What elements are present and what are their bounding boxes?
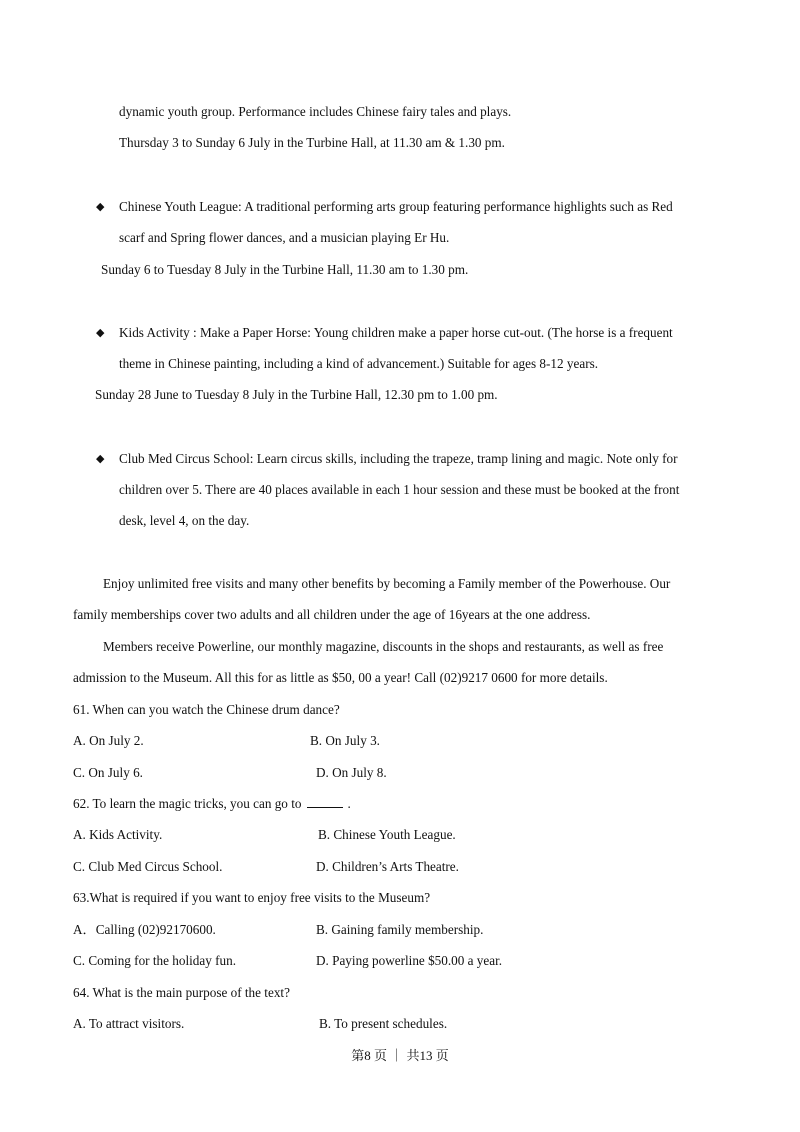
question-63-option-b: B. Gaining family membership. (316, 922, 484, 937)
diamond-bullet-icon: ◆ (96, 453, 105, 465)
question-63-option-a: A．Calling (02)92170600. (73, 922, 216, 937)
question-62-option-c: C. Club Med Circus School. (73, 859, 223, 874)
circus-line3: desk, level 4, on the day. (119, 513, 250, 528)
youth-group-schedule: Thursday 3 to Sunday 6 July in the Turbine Hall, at 11.30 am & 1.30 pm. (119, 135, 505, 150)
membership-line2: family memberships cover two adults and all children under the age of 16years at the one address. (73, 607, 591, 622)
league-description-line2: scarf and Spring flower dances, and a musician playing Er Hu. (119, 230, 450, 245)
powerline-line1: Members receive Powerline, our monthly magazine, discounts in the shops and restaurants, as well as free (103, 639, 664, 654)
question-63-option-c: C. Coming for the holiday fun. (73, 953, 236, 968)
question-63-option-d: D. Paying powerline $50.00 a year. (316, 953, 503, 968)
question-61-option-a: A. On July 2. (73, 733, 144, 748)
kids-activity-line2: theme in Chinese painting, including a kind of advancement.) Suitable for ages 8-12 years. (119, 356, 599, 371)
question-64-stem: 64. What is the main purpose of the text? (73, 985, 290, 1000)
question-64-option-a: A. To attract visitors. (73, 1016, 185, 1031)
question-61-option-c: C. On July 6. (73, 765, 143, 780)
youth-group-description: dynamic youth group. Performance includes Chinese fairy tales and plays. (119, 104, 512, 119)
question-62-option-b: B. Chinese Youth League. (318, 827, 456, 842)
kids-activity-line1: Kids Activity : Make a Paper Horse: Young children make a paper horse cut-out. (The horse is a frequent (119, 325, 673, 340)
powerline-line2: admission to the Museum. All this for as little as $50, 00 a year! Call (02)9217 0600 for more details. (73, 670, 608, 685)
question-61-option-d: D. On July 8. (316, 765, 387, 780)
membership-line1: Enjoy unlimited free visits and many other benefits by becoming a Family member of the Powerhouse. Our (103, 576, 671, 591)
league-description-line1: Chinese Youth League: A traditional performing arts group featuring performance highlights such as Red (119, 199, 673, 214)
diamond-bullet-icon: ◆ (96, 327, 105, 339)
page-footer: 第8 页 ｜ 共13 页 (351, 1048, 449, 1063)
answer-blank (307, 796, 343, 808)
question-62-option-d: D. Children’s Arts Theatre. (316, 859, 459, 874)
circus-line2: children over 5. There are 40 places available in each 1 hour session and these must be booked at the front (119, 482, 680, 497)
question-62-option-a: A. Kids Activity. (73, 827, 163, 842)
question-64-option-b: B. To present schedules. (319, 1016, 448, 1031)
question-63-stem: 63.What is required if you want to enjoy free visits to the Museum? (73, 890, 431, 905)
league-schedule: Sunday 6 to Tuesday 8 July in the Turbine Hall, 11.30 am to 1.30 pm. (101, 262, 469, 277)
question-62-stem-line (73, 796, 351, 812)
question-62-stem-end: . (347, 796, 351, 811)
question-62-stem: 62. To learn the magic tricks, you can go to (73, 796, 302, 811)
question-61-option-b: B. On July 3. (310, 733, 380, 748)
kids-activity-schedule: Sunday 28 June to Tuesday 8 July in the Turbine Hall, 12.30 pm to 1.00 pm. (95, 387, 498, 402)
question-61-stem: 61. When can you watch the Chinese drum dance? (73, 702, 340, 717)
circus-line1: Club Med Circus School: Learn circus skills, including the trapeze, tramp lining and magic. Note only for (119, 451, 678, 466)
diamond-bullet-icon: ◆ (96, 201, 105, 213)
